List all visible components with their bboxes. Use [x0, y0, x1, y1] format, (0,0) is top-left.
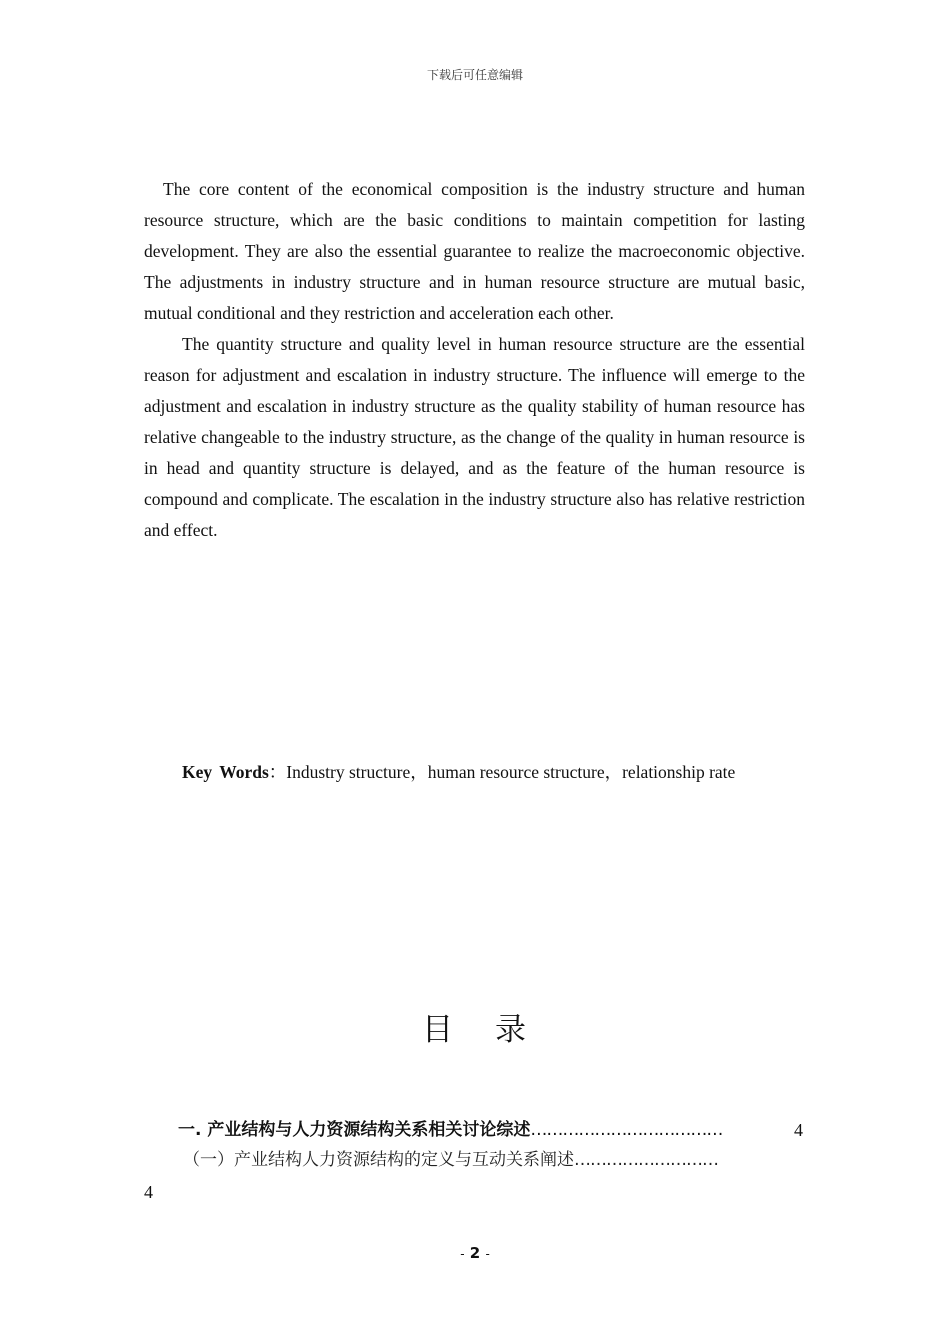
- keywords-colon: ：: [268, 762, 287, 782]
- toc-title: [0, 1004, 950, 1049]
- toc-entry-1[interactable]: [178, 1116, 803, 1144]
- toc-title-char-1: 目: [422, 1012, 455, 1048]
- toc-entry-1-page: 4: [794, 1120, 803, 1140]
- toc-entry-2-label: （一）产业结构人力资源结构的定义与互动关系阐述: [183, 1150, 574, 1170]
- keywords-line: [182, 758, 882, 786]
- toc-entry-2[interactable]: [183, 1146, 805, 1174]
- toc-entry-1-label: 一. 产业结构与人力资源结构关系相关讨论综述: [178, 1120, 531, 1140]
- keywords-value: Industry structure，human resource structure，relationship rate: [286, 762, 736, 782]
- toc-title-char-2: 录: [495, 1012, 528, 1048]
- toc-entry-2-leader: ………………………: [574, 1150, 718, 1170]
- page-header: 下载后可任意编辑: [426, 68, 523, 82]
- page-number: 2: [469, 1244, 481, 1262]
- keywords-label: Key Words: [182, 762, 269, 782]
- abstract-paragraph-2: The quantity structure and quality level in human resource structure are the essential reason for adjustment and escalation in industry structure. The influence will emerge to the adjustment and escalation in industry structure as the quality stability of human resource has relative changeable to the industry structure, as the change of the quality in human resource is in head and quantity structure is delayed, and as the feature of the human resource is compound and complicate. The escalation in the industry structure also has relative restriction and effect.: [144, 334, 805, 540]
- toc-entry-2-page: 4: [144, 1182, 153, 1202]
- footer-dash-left: -: [460, 1247, 465, 1261]
- abstract-body: [144, 174, 805, 546]
- footer-dash-right: -: [485, 1247, 490, 1261]
- abstract-paragraph-1: The core content of the economical composition is the industry structure and human resource structure, which are the basic conditions to maintain competition for lasting development. They are also the essential guarantee to realize the macroeconomic objective. The adjustments in industry structure and in human resource structure are mutual basic, mutual conditional and they restriction and acceleration each other.: [144, 179, 805, 323]
- page-footer: [0, 1244, 950, 1262]
- toc-entry-1-leader: ………………………………: [530, 1120, 723, 1140]
